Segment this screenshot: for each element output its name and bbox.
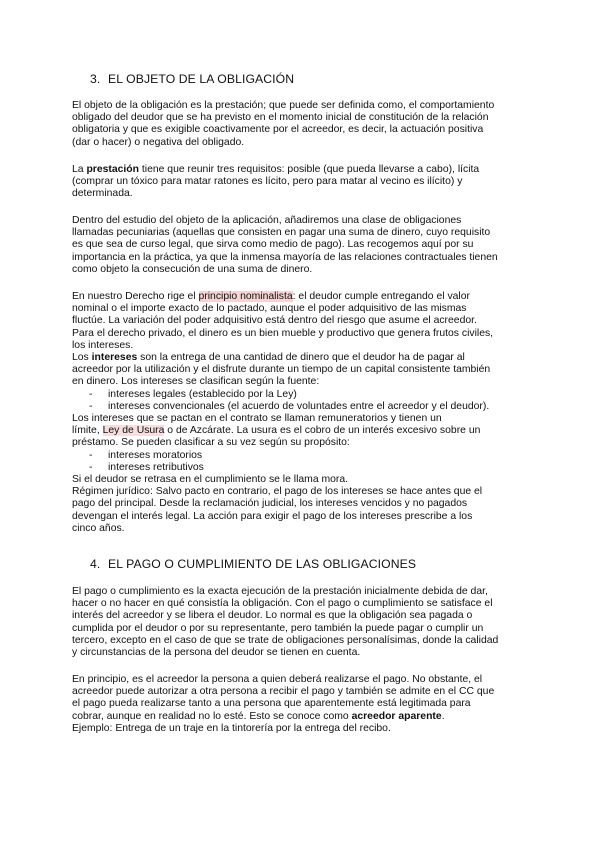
- list-item: [72, 401, 528, 413]
- text-span: La: [72, 164, 87, 175]
- text-line: y circunstancias de la persona del deudor se tienen en cuenta.: [72, 647, 361, 659]
- text-span: En nuestro Derecho rige el: [72, 291, 199, 302]
- dash-bullet: -: [89, 388, 93, 400]
- bold-term: intereses: [91, 352, 138, 364]
- text-line: es que sea de curso legal, que sirva como medio de pago). Las recogemos aquí por su: [72, 239, 474, 251]
- paragraph-acreedor: [72, 674, 528, 735]
- text-line: Para el derecho privado, el dinero es un bien mueble y productivo que genera frutos civiles,: [72, 327, 494, 339]
- dash-bullet: -: [89, 461, 93, 473]
- text-line: importancia en la práctica, ya que la inmensa mayoría de las relaciones contractuales tienen: [72, 251, 498, 263]
- section-3-number: 3.: [90, 72, 101, 86]
- text-span: : el deudor cumple entregando el valor: [292, 291, 470, 302]
- highlighted-term: principio nominalista: [198, 291, 293, 302]
- list-item-text: intereses convencionales (el acuerdo de voluntades entre el acreedor y el deudor).: [108, 400, 490, 412]
- text-line: [72, 711, 528, 723]
- text-line: interés del acreedor y se libera el deudor. Lo normal es que la obligación sea pagada o: [72, 610, 473, 622]
- paragraph-prestacion: [72, 164, 528, 201]
- text-span: Los: [72, 352, 92, 364]
- text-line: el pago pueda realizarse tanto a una persona que aparentemente está legitimada para: [72, 698, 471, 710]
- dash-bullet: -: [89, 400, 93, 412]
- list-item-text: intereses moratorios: [108, 449, 203, 461]
- text-line: [72, 352, 528, 364]
- list-item-text: intereses retributivos: [108, 461, 204, 473]
- text-line: acreedor puede autorizar a otra persona a recibir el pago y también se admite en el CC que: [72, 686, 495, 698]
- text-line: en dinero. Los intereses se clasifican según la fuente:: [72, 376, 320, 388]
- text-line: Ejemplo: Entrega de un traje en la tintorería por la entrega del recibo.: [72, 722, 391, 734]
- section-3-title: EL OBJETO DE LA OBLIGACIÓN: [108, 72, 295, 86]
- text-line: [72, 291, 528, 303]
- text-line: devengan el interés legal. La acción para exigir el pago de los intereses prescribe a los: [72, 510, 473, 522]
- text-line: [72, 164, 528, 176]
- text-span: son la entrega de una cantidad de dinero que el deudor ha de pagar al: [137, 352, 465, 364]
- text-line: los intereses.: [72, 339, 134, 351]
- text-line: obligado del deudor que se ha previsto en el momento inicial de constitución de la relación: [72, 112, 489, 124]
- text-line: Dentro del estudio del objeto de la aplicación, añadiremos una clase de obligaciones: [72, 215, 462, 226]
- text-span: tiene que reunir tres requisitos: posible (que pueda llevarse a cabo), lícita: [139, 164, 480, 175]
- text-line: como objeto la consecución de una suma de dinero.: [72, 263, 313, 275]
- text-line: En principio, es el acreedor la persona a quien deberá realizarse el pago. No obstante, el: [72, 674, 483, 685]
- text-line: obligatoria y que es exigible coactivamente por el acreedor, es decir, la actuación positiva: [72, 124, 484, 136]
- section-4-number: 4.: [90, 557, 101, 571]
- section-4-title: EL PAGO O CUMPLIMIENTO DE LAS OBLIGACIONES: [108, 557, 417, 571]
- paragraph-nominalista: [72, 291, 528, 535]
- paragraph-pago: [72, 586, 528, 659]
- text-span: límite,: [72, 425, 103, 437]
- text-line: llamadas pecuniarias (aquellas que consisten en pagar una suma de dinero, cuyo requisito: [72, 227, 491, 239]
- text-line: [72, 425, 528, 437]
- text-line: El pago o cumplimiento es la exacta ejecución de la prestación inicialmente debida de dar,: [72, 586, 488, 597]
- text-line: cumplida por el deudor o por su representante, pero también la puede pagar o cumplir un: [72, 622, 484, 634]
- dash-bullet: -: [89, 449, 93, 461]
- text-line: Si el deudor se retrasa en el cumplimiento se le llama mora.: [72, 474, 349, 486]
- section-3-heading: [90, 72, 294, 86]
- list-item: [72, 462, 528, 474]
- paragraph-pecuniarias: [72, 215, 528, 276]
- list-item-text: intereses legales (establecido por la Ley): [108, 388, 297, 400]
- list-item: [72, 389, 528, 401]
- bold-term: acreedor aparente: [351, 710, 442, 722]
- bold-term: prestación: [86, 164, 139, 175]
- text-span: .: [441, 710, 445, 722]
- text-line: Régimen jurídico: Salvo pacto en contrario, el pago de los intereses se hace antes que el: [72, 486, 483, 498]
- text-line: nominal o el importe exacto de lo pactado, aunque el poder adquisitivo de las mismas: [72, 303, 467, 315]
- text-line: tercero, excepto en el caso de que se trate de obligaciones personalísimas, donde la calidad: [72, 634, 499, 646]
- text-line: préstamo. Se pueden clasificar a su vez según su propósito:: [72, 437, 350, 449]
- paragraph-objeto: [72, 100, 528, 149]
- text-line: hacer o no hacer en qué consistía la obligación. Con el pago o cumplimiento se satisface el: [72, 598, 493, 610]
- highlighted-term: Ley de Usura: [102, 425, 165, 437]
- text-line: cinco años.: [72, 522, 125, 534]
- text-line: fluctúe. La variación del poder adquisitivo está dentro del riesgo que asume el acreedor.: [72, 315, 477, 327]
- text-line: pago del principal. Desde la reclamación judicial, los intereses vencidos y no pagados: [72, 498, 468, 510]
- text-line: El objeto de la obligación es la prestación; que puede ser definida como, el comportamiento: [72, 100, 495, 111]
- section-4-heading: [90, 557, 416, 571]
- text-span: cobrar, aunque en realidad no lo esté. Esto se conoce como: [72, 710, 352, 722]
- text-line: determinada.: [72, 188, 133, 200]
- list-item: [72, 450, 528, 462]
- text-line: (dar o hacer) o negativa del obligado.: [72, 136, 245, 148]
- text-line: (comprar un tóxico para matar ratones es lícito, pero para matar al vecino es ilícito) y: [72, 176, 463, 188]
- text-span: o de Azcárate. La usura es el cobro de un interés excesivo sobre un: [164, 425, 481, 437]
- text-line: acreedor por la utilización y el disfrute durante un tiempo de un capital consistente también: [72, 364, 491, 376]
- text-line: Los intereses que se pactan en el contrato se llaman remuneratorios y tienen un: [72, 413, 442, 425]
